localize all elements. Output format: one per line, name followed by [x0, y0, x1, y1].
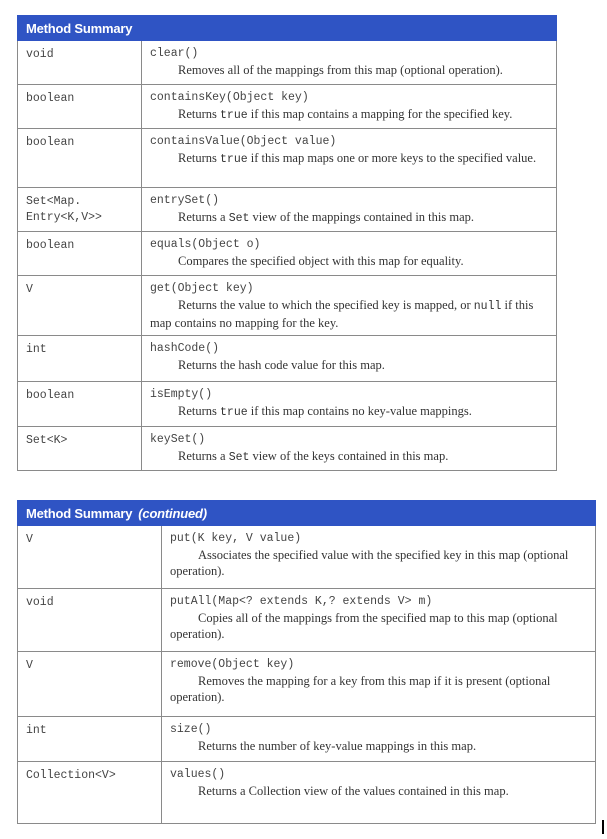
method-description: Returns true if this map contains a mapping for the specified key.	[178, 107, 513, 122]
return-type: boolean	[18, 85, 142, 129]
method-summary-continued-table	[17, 500, 596, 824]
return-type: Collection<V>	[18, 762, 162, 824]
table-title-suffix: (continued)	[138, 505, 207, 521]
method-description: Compares the specified object with this map for equality.	[178, 254, 464, 268]
method-description: Copies all of the mappings from the specified map to this map (optional operation).	[170, 611, 558, 641]
method-signature: keySet()	[150, 433, 206, 446]
method-signature: equals(Object o)	[150, 238, 261, 251]
return-type: V	[18, 276, 142, 336]
return-type: void	[18, 41, 142, 85]
method-description: Returns the value to which the specified key is mapped, or null if this map contains no mapping for the key.	[150, 298, 534, 330]
method-description: Removes the mapping for a key from this map if it is present (optional operation).	[170, 674, 551, 704]
method-summary-table	[17, 15, 557, 471]
method-signature: size()	[170, 723, 212, 736]
method-signature: entrySet()	[150, 194, 220, 207]
method-signature: putAll(Map<? extends K,? extends V> m)	[170, 595, 433, 608]
return-type: boolean	[18, 129, 142, 188]
return-type: int	[18, 336, 142, 382]
method-signature: containsValue(Object value)	[150, 135, 337, 148]
return-type: int	[18, 717, 162, 762]
method-signature: get(Object key)	[150, 282, 254, 295]
table-header	[18, 16, 557, 41]
return-type: Set<K>	[18, 427, 142, 471]
return-type: Set<Map. Entry<K,V>>	[18, 188, 142, 232]
method-description: Returns a Collection view of the values contained in this map.	[198, 784, 509, 798]
page-edge-mark	[602, 820, 604, 834]
method-description: Associates the specified value with the specified key in this map (optional operation).	[170, 548, 569, 578]
method-signature: remove(Object key)	[170, 658, 295, 671]
method-signature: hashCode()	[150, 342, 220, 355]
method-description: Returns a Set view of the mappings contained in this map.	[178, 210, 475, 225]
method-signature: put(K key, V value)	[170, 532, 302, 545]
return-type: V	[18, 652, 162, 717]
return-type: boolean	[18, 382, 142, 427]
return-type: V	[18, 526, 162, 589]
table-header	[18, 501, 596, 526]
method-signature: clear()	[150, 47, 199, 60]
method-signature: values()	[170, 768, 226, 781]
method-description: Returns a Set view of the keys contained in this map.	[178, 449, 449, 464]
method-signature: containsKey(Object key)	[150, 91, 309, 104]
return-type: void	[18, 589, 162, 652]
method-description: Returns the number of key-value mappings in this map.	[198, 739, 477, 753]
method-description: Returns true if this map maps one or more keys to the specified value.	[178, 151, 537, 166]
method-description: Removes all of the mappings from this map (optional operation).	[178, 63, 503, 77]
return-type: boolean	[18, 232, 142, 276]
table-title: Method Summary	[26, 505, 133, 521]
method-description: Returns the hash code value for this map.	[178, 358, 385, 372]
method-description: Returns true if this map contains no key-value mappings.	[178, 404, 472, 419]
method-signature: isEmpty()	[150, 388, 213, 401]
table-title: Method Summary	[26, 20, 133, 36]
